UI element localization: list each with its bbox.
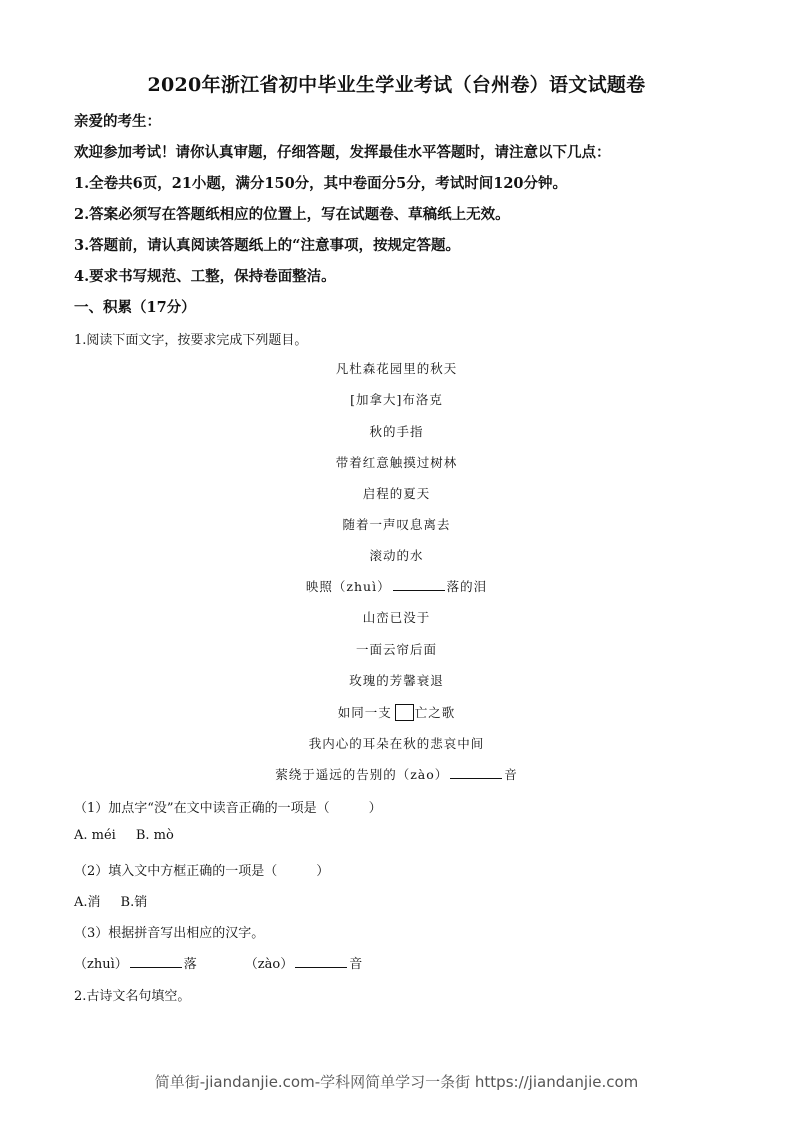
poem-line: 秋的手指	[369, 424, 424, 439]
option-a[interactable]: A.消	[74, 895, 101, 910]
poem-line: 滚动的水	[369, 548, 424, 563]
poem-line-zhui-before: 映照（zhuì）	[305, 579, 391, 594]
greeting: 亲爱的考生：	[74, 113, 161, 130]
poem-line-zhui	[0, 577, 793, 595]
poem-line-zao-after: 音	[504, 767, 518, 782]
subquestion-2: （2）填入文中方框正确的一项是（ ）	[74, 864, 330, 879]
poem-line-zao	[0, 765, 793, 783]
answer-blank-zhui[interactable]	[130, 955, 182, 968]
blank-zhui[interactable]	[393, 578, 445, 591]
subquestion-1-options	[74, 828, 174, 843]
intro-text: 欢迎参加考试！请你认真审题，仔细答题，发挥最佳水平答题时，请注意以下几点：	[74, 144, 611, 161]
question-1-prompt: 1.阅读下面文字，按要求完成下列题目。	[74, 333, 308, 348]
pinyin-zhui: （zhuì）	[74, 957, 128, 972]
subquestion-3-answers	[74, 953, 362, 972]
poem-line: 我内心的耳朵在秋的悲哀中间	[308, 736, 485, 751]
subquestion-2-options	[74, 891, 147, 910]
poem-line: 随着一声叹息离去	[342, 517, 451, 532]
poem-line: 带着红意触摸过树林	[335, 455, 458, 470]
poem-line-box-before: 如同一支	[337, 705, 392, 720]
poem-line: 启程的夏天	[362, 486, 431, 501]
char-luo: 落	[183, 957, 197, 972]
subquestion-1: （1）加点字“没”在文中读音正确的一项是（ ）	[74, 801, 382, 816]
rule-1: 1.全卷共6页，21小题，满分150分，其中卷面分5分，考试时间120分钟。	[74, 175, 568, 192]
poem-title: 凡杜森花园里的秋天	[335, 361, 458, 376]
subquestion-3: （3）根据拼音写出相应的汉字。	[74, 926, 265, 941]
answer-box[interactable]	[395, 704, 414, 721]
pinyin-zao: （zào）	[244, 957, 294, 972]
rule-3: 3.答题前，请认真阅读答题纸上的“注意事项，按规定答题。	[74, 237, 460, 254]
question-2-prompt: 2.古诗文名句填空。	[74, 989, 191, 1004]
poem-line: 玫瑰的芳馨衰退	[349, 673, 444, 688]
rule-4: 4.要求书写规范、工整，保持卷面整洁。	[74, 268, 336, 285]
poem-line-box	[0, 703, 793, 722]
footer-watermark: 简单街-jiandanjie.com-学科网简单学习一条街 https://jiandanjie.com	[154, 1073, 639, 1091]
answer-blank-zao[interactable]	[295, 955, 347, 968]
option-b[interactable]: B. mò	[135, 828, 174, 843]
rule-2: 2.答案必须写在答题纸相应的位置上，写在试题卷、草稿纸上无效。	[74, 206, 510, 223]
poem-line: 一面云帘后面	[355, 642, 437, 657]
page-title: 2020年浙江省初中毕业生学业考试（台州卷）语文试题卷	[147, 74, 646, 96]
char-yin: 音	[349, 957, 363, 972]
poem-author: [加拿大]布洛克	[350, 392, 443, 407]
poem-line-box-after: 亡之歌	[414, 705, 456, 720]
poem-line-zao-before: 萦绕于遥远的告别的（zào）	[275, 767, 449, 782]
blank-zao[interactable]	[450, 766, 502, 779]
section-heading: 一、积累（17分）	[74, 299, 196, 316]
poem-line-zhui-after: 落的泪	[446, 579, 488, 594]
poem-line: 山峦已没于	[362, 610, 431, 625]
option-b[interactable]: B.销	[120, 895, 148, 910]
option-a[interactable]: A. méi	[74, 828, 116, 843]
